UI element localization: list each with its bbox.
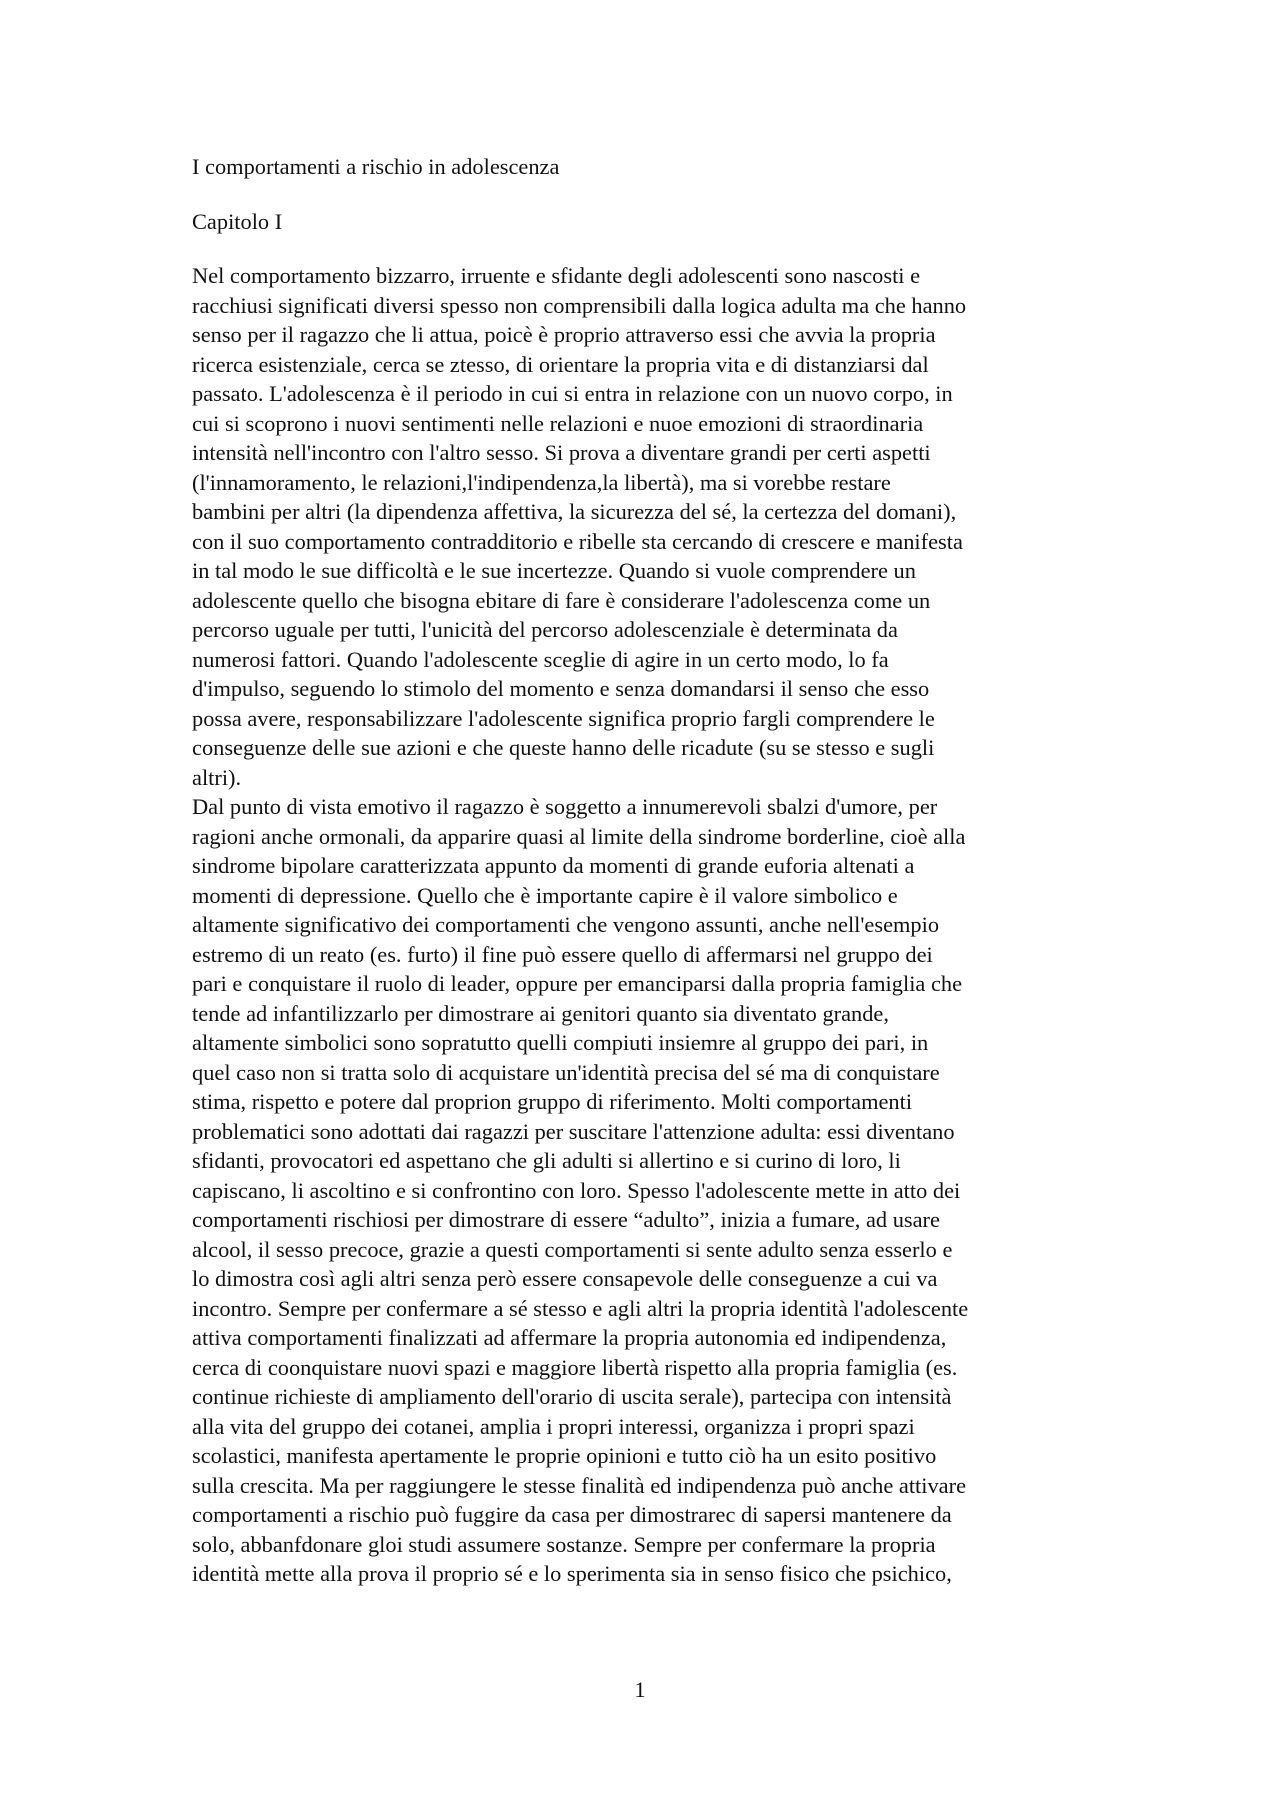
- text-line: problematici sono adottati dai ragazzi per suscitare l'attenzione adulta: essi diventano: [192, 1118, 955, 1144]
- text-line: sfidanti, provocatori ed aspettano che gli adulti si allertino e si curino di loro, li: [192, 1148, 901, 1173]
- text-line: percorso uguale per tutti, l'unicità del percorso adolescenziale è determinata da: [192, 617, 898, 642]
- text-line: continue richieste di ampliamento dell'orario di uscita serale), partecipa con intensità: [192, 1384, 952, 1409]
- text-line: (l'innamoramento, le relazioni,l'indipendenza,la libertà), ma si vorebbe restare: [192, 469, 891, 495]
- text-line: pari e conquistare il ruolo di leader, oppure per emanciparsi dalla propria famiglia che: [192, 971, 963, 996]
- text-line: ricerca esistenziale, cerca se ztesso, di orientare la propria vita e di distanziarsi dal: [192, 351, 929, 377]
- document-body: [192, 152, 1092, 1589]
- text-line: altamente significativo dei comportamenti che vengono assunti, anche nell'esempio: [192, 912, 940, 937]
- text-line: Nel comportamento bizzarro, irruente e sfidante degli adolescenti sono nascosti e: [192, 263, 921, 288]
- text-line: sindrome bipolare caratterizzata appunto da momenti di grande euforia altenati a: [192, 853, 915, 878]
- text-line: cui si scoprono i nuovi sentimenti nelle relazioni e nuoe emozioni di straordinaria: [192, 410, 924, 436]
- text-line: bambini per altri (la dipendenza affettiva, la sicurezza del sé, la certezza del domani),: [192, 499, 957, 524]
- text-line: tende ad infantilizzarlo per dimostrare ai genitori quanto sia diventato grande,: [192, 1000, 889, 1026]
- text-line: senso per il ragazzo che li attua, poicè è proprio attraverso essi che avvia la propria: [192, 322, 936, 347]
- text-line: conseguenze delle sue azioni e che queste hanno delle ricadute (su se stesso e sugli: [192, 735, 935, 760]
- text-line: sulla crescita. Ma per raggiungere le stesse finalità ed indipendenza può anche attivare: [192, 1472, 967, 1498]
- text-line: in tal modo le sue difficoltà e le sue incertezze. Quando si vuole comprendere un: [192, 558, 916, 583]
- text-line: alla vita del gruppo dei cotanei, amplia i propri interessi, organizza i propri spazi: [192, 1413, 915, 1439]
- text-line: d'impulso, seguendo lo stimolo del momento e senza domandarsi il senso che esso: [192, 676, 930, 701]
- text-line: ragioni anche ormonali, da apparire quasi al limite della sindrome borderline, cioè alla: [192, 823, 966, 849]
- text-line: numerosi fattori. Quando l'adolescente sceglie di agire in un certo modo, lo fa: [192, 646, 889, 672]
- text-line: identità mette alla prova il proprio sé e lo sperimenta sia in senso fisico che psichico,: [192, 1561, 952, 1586]
- text-line: comportamenti a rischio può fuggire da casa per dimostrarec di sapersi mantenere da: [192, 1502, 952, 1527]
- text-line: scolastici, manifesta apertamente le proprie opinioni e tutto ciò ha un esito positivo: [192, 1443, 937, 1468]
- text-line: adolescente quello che bisogna ebitare di fare è considerare l'adolescenza come un: [192, 587, 931, 613]
- text-line: racchiusi significati diversi spesso non comprensibili dalla logica adulta ma che hanno: [192, 292, 967, 318]
- text-line: passato. L'adolescenza è il periodo in cui si entra in relazione con un nuovo corpo, in: [192, 381, 953, 406]
- text-line: stima, rispetto e potere dal proprion gruppo di riferimento. Molti comportamenti: [192, 1089, 913, 1114]
- paragraph-1: [192, 261, 1092, 792]
- text-line: Dal punto di vista emotivo il ragazzo è soggetto a innumerevoli sbalzi d'umore, per: [192, 794, 938, 819]
- text-line: quel caso non si tratta solo di acquistare un'identità precisa del sé ma di conquistare: [192, 1059, 940, 1085]
- document-title: I comportamenti a rischio in adolescenza: [192, 154, 560, 179]
- text-line: possa avere, responsabilizzare l'adolescente significa proprio fargli comprendere le: [192, 705, 935, 731]
- text-line: momenti di depressione. Quello che è importante capire è il valore simbolico e: [192, 882, 898, 908]
- text-line: con il suo comportamento contradditorio e ribelle sta cercando di crescere e manifesta: [192, 528, 963, 554]
- text-line: altri).: [192, 764, 242, 790]
- text-line: incontro. Sempre per confermare a sé stesso e agli altri la propria identità l'adolescente: [192, 1295, 969, 1321]
- text-line: altamente simbolici sono sopratutto quelli compiuti insiemre al gruppo dei pari, in: [192, 1030, 929, 1055]
- text-line: attiva comportamenti finalizzati ad affermare la propria autonomia ed indipendenza,: [192, 1325, 947, 1350]
- text-line: alcool, il sesso precoce, grazie a questi comportamenti si sente adulto senza esserlo e: [192, 1236, 953, 1262]
- page-number: 1: [634, 1677, 646, 1702]
- chapter-heading: Capitolo I: [192, 208, 283, 234]
- text-line: estremo di un reato (es. furto) il fine può essere quello di affermarsi nel gruppo dei: [192, 941, 933, 967]
- text-line: intensità nell'incontro con l'altro sesso. Si prova a diventare grandi per certi aspetti: [192, 440, 931, 465]
- text-line: lo dimostra così agli altri senza però essere consapevole delle conseguenze a cui va: [192, 1266, 938, 1291]
- paragraph-2: [192, 792, 1092, 1589]
- text-line: cerca di coonquistare nuovi spazi e maggiore libertà rispetto alla propria famiglia (es.: [192, 1354, 958, 1380]
- text-line: capiscano, li ascoltino e si confrontino con loro. Spesso l'adolescente mette in atto dei: [192, 1177, 961, 1203]
- text-line: solo, abbanfdonare gloi studi assumere sostanze. Sempre per confermare la propria: [192, 1531, 936, 1557]
- text-line: comportamenti rischiosi per dimostrare di essere “adulto”, inizia a fumare, ad usare: [192, 1207, 940, 1232]
